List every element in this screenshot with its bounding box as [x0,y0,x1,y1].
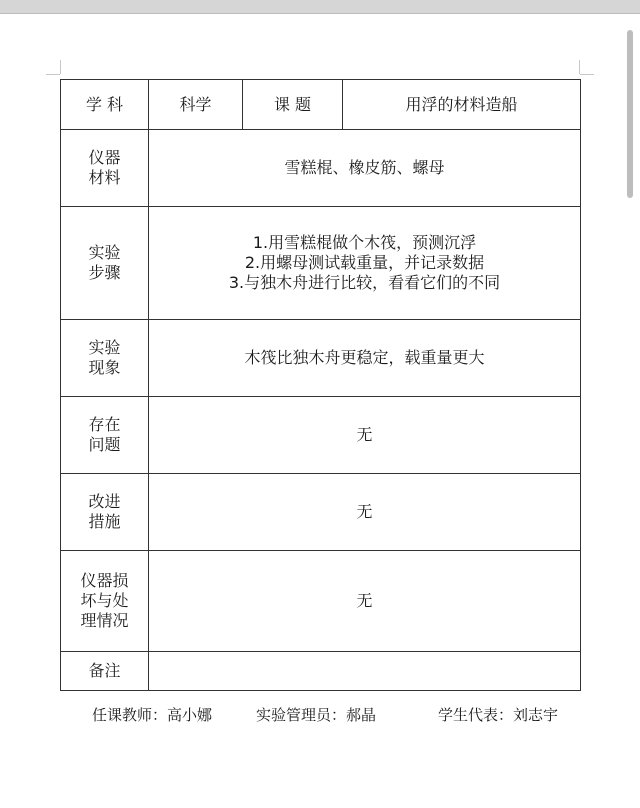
manager-signature: 实验管理员：郝晶 [256,706,377,724]
table-row-phenomenon [61,320,581,397]
subject-value: 科学 [149,80,243,130]
improvements-label: 改进 措施 [61,474,149,551]
table-row-improvements [61,474,581,551]
materials-value: 雪糕棍、橡皮筋、螺母 [149,130,581,207]
phenomenon-label: 实验 现象 [61,320,149,397]
corner-mark-left-h [46,74,60,75]
phenomenon-value: 木筏比独木舟更稳定，载重量更大 [149,320,581,397]
topic-value: 用浮的材料造船 [343,80,581,130]
subject-label: 学 科 [61,80,149,130]
table-row-header [61,80,581,130]
materials-label: 仪器 材料 [61,130,149,207]
table-row-materials [61,130,581,207]
damage-value: 无 [149,551,581,652]
improvements-value: 无 [149,474,581,551]
table-row-notes [61,652,581,691]
corner-mark-left-v [60,60,61,74]
corner-mark-right-h [580,74,594,75]
problems-value: 无 [149,397,581,474]
corner-mark-right-v [579,60,580,74]
steps-value: 1.用雪糕棍做个木筏，预测沉浮 2.用螺母测试载重量，并记录数据 3.与独木舟进行比较，看看它们的不同 [149,207,581,320]
notes-value [149,652,581,691]
scrollbar-thumb[interactable] [627,30,633,198]
notes-label: 备注 [61,652,149,691]
table-row-damage [61,551,581,652]
table-row-problems [61,397,581,474]
steps-label: 实验 步骤 [61,207,149,320]
teacher-signature: 任课教师：高小娜 [92,706,213,724]
problems-label: 存在 问题 [61,397,149,474]
damage-label: 仪器损 坏与处 理情况 [61,551,149,652]
top-toolbar-bar [0,0,640,13]
table-row-steps [61,207,581,320]
signature-footer [0,704,640,726]
student-signature: 学生代表：刘志宇 [438,706,559,724]
toolbar-divider [0,13,640,14]
topic-label: 课 题 [243,80,343,130]
experiment-record-table [60,79,581,691]
